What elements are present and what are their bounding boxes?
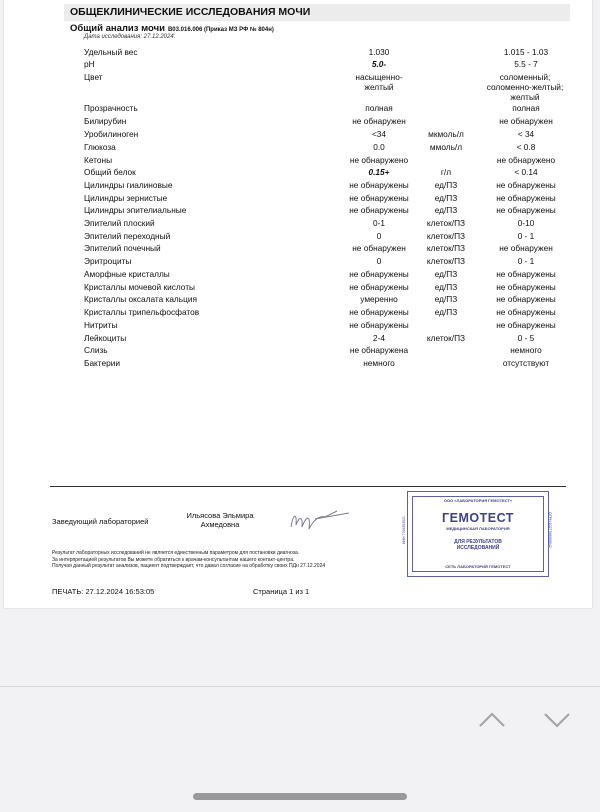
result-name: Уробилиноген: [84, 129, 139, 139]
table-row: [4, 167, 600, 180]
result-value: 5.0-: [371, 59, 387, 69]
result-name: Цилиндры зернистые: [84, 193, 168, 203]
result-value: не обнаружены: [349, 205, 409, 215]
result-unit: ед/ПЗ: [434, 205, 458, 215]
result-reference: не обнаружены: [496, 193, 556, 203]
result-reference: < 0.8: [516, 142, 536, 152]
result-reference: не обнаружен: [499, 243, 553, 253]
result-value: не обнаружены: [349, 269, 409, 279]
result-reference: не обнаружены: [496, 205, 556, 215]
study-date: Дата исследования: 27.12.2024:: [84, 34, 176, 40]
result-reference: не обнаружены: [496, 269, 556, 279]
result-unit: ед/ПЗ: [434, 294, 458, 304]
chevron-up-icon[interactable]: [478, 711, 506, 729]
result-name: Удельный вес: [84, 47, 138, 57]
result-unit: клеток/ПЗ: [426, 333, 466, 343]
result-unit: ед/ПЗ: [434, 282, 458, 292]
result-reference: не обнаружены: [496, 282, 556, 292]
result-name: Общий белок: [84, 167, 136, 177]
result-name: Слизь: [84, 345, 108, 355]
table-row: [4, 218, 600, 231]
table-row: [4, 358, 600, 371]
stamp-bottom-text: СЕТЬ ЛАБОРАТОРИЙ ГЕМОТЕСТ: [445, 564, 511, 569]
disclaimer-line: Получая данный результат анализов, пациент подтверждает, что давал согласие на обработку своих ПДн 27.12.2024: [52, 563, 326, 570]
result-name: Аморфные кристаллы: [84, 269, 170, 279]
table-row: [4, 345, 600, 358]
result-reference: 0 - 1: [517, 256, 535, 266]
analysis-code: B03.016.006 (Приказ МЗ РФ № 804н): [167, 27, 274, 33]
result-value: 2-4: [373, 333, 385, 343]
result-name: Цилиндры гиалиновые: [84, 180, 173, 190]
result-value: не обнаружены: [349, 180, 409, 190]
result-reference: не обнаружен: [499, 116, 553, 126]
table-row: [4, 116, 600, 129]
result-value: насыщенно-желтый: [355, 72, 403, 92]
result-value: 0: [376, 256, 382, 266]
result-value: 0.0: [373, 142, 385, 152]
chevron-down-icon[interactable]: [543, 711, 571, 729]
result-name: Нитриты: [84, 320, 118, 330]
result-value: 1.030: [368, 47, 390, 57]
result-name: Цвет: [84, 72, 103, 82]
stamp-inner-border: [412, 496, 544, 572]
result-reference: < 34: [517, 129, 535, 139]
table-row: [4, 307, 600, 320]
result-value: умеренно: [360, 294, 398, 304]
result-reference: 0 - 5: [517, 333, 535, 343]
result-value: не обнаружено: [349, 155, 409, 165]
disclaimer-line: Результат лабораторных исследований не является единственным параметром для постановки диагноза.: [52, 550, 300, 556]
result-name: Кристаллы трипельфосфатов: [84, 307, 200, 317]
footer-divider: [50, 486, 566, 487]
stamp-brand: ГЕМОТЕСТ: [442, 511, 514, 525]
result-unit: клеток/ПЗ: [426, 218, 466, 228]
result-value: не обнаружен: [352, 243, 406, 253]
table-row: [4, 294, 600, 307]
stamp-inn: ИНН 7706393521: [402, 515, 407, 545]
section-title-bar: [64, 4, 570, 21]
result-unit: ед/ПЗ: [434, 193, 458, 203]
stamp-middle-text: [408, 539, 548, 551]
lab-stamp: [402, 491, 553, 577]
result-name: Эритроциты: [84, 256, 132, 266]
analysis-name: Общий анализ мочи: [70, 23, 165, 34]
result-name: Кристаллы оксалата кальция: [84, 294, 197, 304]
print-timestamp: ПЕЧАТЬ: 27.12.2024 16:53:05: [52, 587, 155, 596]
result-reference: отсутствуют: [502, 358, 550, 368]
result-name: Кетоны: [84, 155, 113, 165]
result-value: 0.15+: [368, 167, 390, 177]
result-reference: не обнаружены: [496, 320, 556, 330]
result-value: не обнаружен: [352, 116, 406, 126]
result-reference: немного: [510, 345, 542, 355]
result-name: Эпителий плоский: [84, 218, 155, 228]
result-value: 0: [376, 231, 382, 241]
result-unit: г/л: [440, 167, 452, 177]
result-unit: клеток/ПЗ: [426, 243, 466, 253]
result-name: Цилиндры эпителиальные: [84, 205, 187, 215]
table-row: [4, 142, 600, 155]
stamp-middle-line: ИССЛЕДОВАНИЙ: [456, 545, 500, 551]
result-value: не обнаружены: [349, 307, 409, 317]
result-reference: не обнаружены: [496, 294, 556, 304]
result-name: Глюкоза: [84, 142, 116, 152]
result-name: Кристаллы мочевой кислоты: [84, 282, 195, 292]
result-reference: не обнаружено: [496, 155, 556, 165]
result-name: Лейкоциты: [84, 333, 127, 343]
table-row: [4, 320, 600, 333]
table-row: [4, 103, 600, 116]
stamp-ogrn: ОГРН 1027706006642: [548, 512, 553, 548]
result-value: немного: [363, 358, 395, 368]
table-row: [4, 59, 600, 72]
result-name: Прозрачность: [84, 103, 138, 113]
table-row: [4, 269, 600, 282]
result-unit: ед/ПЗ: [434, 307, 458, 317]
signature-image: [285, 505, 355, 533]
result-value: полная: [365, 103, 393, 113]
disclaimer: [52, 550, 325, 570]
section-title: ОБЩЕКЛИНИЧЕСКИЕ ИССЛЕДОВАНИЯ МОЧИ: [70, 6, 311, 18]
page-number: Страница 1 из 1: [253, 587, 310, 596]
result-value: не обнаружена: [349, 345, 409, 355]
table-row: [4, 243, 600, 256]
result-name: Билирубин: [84, 116, 127, 126]
result-unit: ммоль/л: [429, 142, 463, 152]
stamp-top-text: ООО «ЛАБОРАТОРИЯ ГЕМОТЕСТ»: [443, 498, 513, 503]
result-name: Эпителий почечный: [84, 243, 161, 253]
result-reference: 1.015 - 1.03: [503, 47, 549, 57]
table-row: [4, 205, 600, 218]
table-row: [4, 256, 600, 269]
result-reference: полная: [512, 103, 540, 113]
result-unit: клеток/ПЗ: [426, 231, 466, 241]
result-value: 0-1: [373, 218, 385, 228]
table-row: [4, 72, 600, 102]
result-reference: соломенный; соломенно-желтый; желтый: [486, 72, 564, 102]
analysis-title: [70, 23, 274, 34]
result-reference: 5.5 - 7: [514, 59, 538, 69]
result-reference: 0 - 1: [517, 231, 535, 241]
stamp-subtitle: МЕДИЦИНСКАЯ ЛАБОРАТОРИЯ: [446, 526, 510, 531]
head-of-lab-name: Ильясова Эльмира Ахмедовна: [186, 511, 254, 529]
result-name: Эпителий переходный: [84, 231, 171, 241]
head-of-lab-label: Заведующий лабораторией: [52, 517, 149, 526]
result-unit: ед/ПЗ: [434, 269, 458, 279]
result-name: pH: [84, 59, 95, 69]
result-unit: мкмоль/л: [428, 129, 464, 139]
result-reference: не обнаружены: [496, 180, 556, 190]
result-name: Бактерии: [84, 358, 120, 368]
table-row: [4, 180, 600, 193]
result-value: не обнаружены: [349, 282, 409, 292]
result-reference: не обнаружены: [496, 307, 556, 317]
result-unit: ед/ПЗ: [434, 180, 458, 190]
result-value: не обнаружены: [349, 320, 409, 330]
result-unit: клеток/ПЗ: [426, 256, 466, 266]
table-row: [4, 129, 600, 142]
home-indicator[interactable]: [193, 793, 407, 800]
disclaimer-line: За интерпретацией результатов Вы можете обратиться к врачам-консультантам нашего контакт-центра.: [52, 556, 295, 563]
result-value: <34: [371, 129, 387, 139]
result-reference: 0-10: [517, 218, 535, 228]
viewer-toolbar-divider: [0, 686, 600, 687]
stamp-middle-line: ДЛЯ РЕЗУЛЬТАТОВ: [454, 539, 502, 545]
result-reference: < 0.14: [514, 167, 538, 177]
result-value: не обнаружены: [349, 193, 409, 203]
